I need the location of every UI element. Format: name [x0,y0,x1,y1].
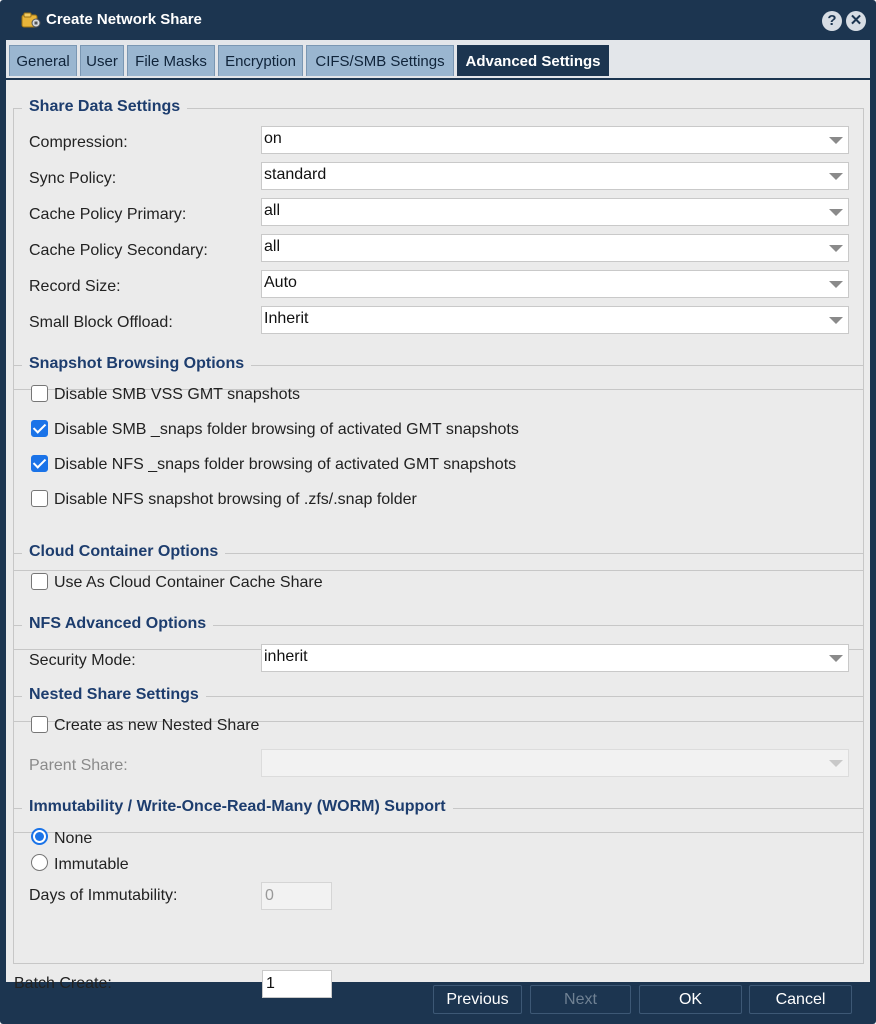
sync-policy-value: standard [264,166,327,183]
network-share-icon [21,11,41,29]
parent-share-select[interactable] [261,749,849,777]
nfs-advanced-legend: NFS Advanced Options [22,615,213,633]
next-button[interactable]: Next [530,985,631,1014]
parent-share-label: Parent Share: [29,757,128,774]
chevron-down-icon[interactable] [829,655,843,662]
disable-smb-vss-checkbox[interactable] [31,385,48,402]
dialog-footer [0,982,876,1024]
tab-general[interactable]: General [9,45,77,76]
security-mode-select[interactable] [261,644,849,672]
batch-create-input[interactable]: 1 [262,970,332,998]
advanced-settings-panel [6,80,870,992]
cloud-cache-share-checkbox[interactable] [31,573,48,590]
close-icon[interactable]: ✕ [846,11,866,31]
share-data-settings-legend: Share Data Settings [22,98,187,116]
cache-policy-secondary-label: Cache Policy Secondary: [29,242,208,259]
worm-immutable-label[interactable]: Immutable [54,856,129,873]
worm-none-radio[interactable] [31,828,48,845]
record-size-select[interactable] [261,270,849,298]
disable-nfs-zfs-label[interactable]: Disable NFS snapshot browsing of .zfs/.snap folder [54,491,417,508]
tab-user[interactable]: User [80,45,124,76]
chevron-down-icon[interactable] [829,173,843,180]
help-icon[interactable]: ? [822,11,842,31]
ok-button[interactable]: OK [639,985,742,1014]
security-mode-label: Security Mode: [29,652,136,669]
cloud-cache-share-label[interactable]: Use As Cloud Container Cache Share [54,574,323,591]
worm-immutable-radio[interactable] [31,854,48,871]
disable-smb-snaps-checkbox[interactable] [31,420,48,437]
disable-smb-snaps-label[interactable]: Disable SMB _snaps folder browsing of activated GMT snapshots [54,421,519,438]
sync-policy-select[interactable] [261,162,849,190]
chevron-down-icon[interactable] [829,281,843,288]
compression-label: Compression: [29,134,128,151]
cache-policy-primary-value: all [264,202,281,219]
batch-create-label: Batch Create: [14,975,112,992]
cache-policy-secondary-value: all [264,238,281,255]
cache-policy-primary-label: Cache Policy Primary: [29,206,187,223]
small-block-offload-value: Inherit [264,310,309,327]
sync-policy-label: Sync Policy: [29,170,117,187]
previous-button[interactable]: Previous [433,985,522,1014]
record-size-value: Auto [264,274,297,291]
disable-smb-vss-label[interactable]: Disable SMB VSS GMT snapshots [54,386,301,403]
disable-nfs-zfs-checkbox[interactable] [31,490,48,507]
title-bar[interactable] [0,0,876,40]
tab-file-masks[interactable]: File Masks [127,45,215,76]
security-mode-value: inherit [264,648,308,665]
create-nested-share-checkbox[interactable] [31,716,48,733]
worm-support-legend: Immutability / Write-Once-Read-Many (WORM) Support [22,798,453,816]
nested-share-legend: Nested Share Settings [22,686,206,704]
tab-encryption[interactable]: Encryption [218,45,303,76]
dialog-body [6,40,870,992]
small-block-offload-label: Small Block Offload: [29,314,173,331]
cancel-button[interactable]: Cancel [749,985,852,1014]
tab-cifs-smb-settings[interactable]: CIFS/SMB Settings [306,45,454,76]
snapshot-browsing-legend: Snapshot Browsing Options [22,355,251,373]
chevron-down-icon[interactable] [829,209,843,216]
chevron-down-icon[interactable] [829,137,843,144]
dialog-title: Create Network Share [46,11,202,28]
days-of-immutability-input[interactable]: 0 [261,882,332,910]
compression-select[interactable] [261,126,849,154]
create-nested-share-label[interactable]: Create as new Nested Share [54,717,260,734]
small-block-offload-select[interactable] [261,306,849,334]
worm-none-label[interactable]: None [54,830,93,847]
worm-support-group [13,798,864,964]
chevron-down-icon[interactable] [829,760,843,767]
compression-value: on [264,130,282,147]
tab-strip [6,40,870,80]
cloud-container-legend: Cloud Container Options [22,543,225,561]
disable-nfs-snaps-checkbox[interactable] [31,455,48,472]
chevron-down-icon[interactable] [829,317,843,324]
chevron-down-icon[interactable] [829,245,843,252]
share-data-settings-group [13,98,864,390]
disable-nfs-snaps-label[interactable]: Disable NFS _snaps folder browsing of activated GMT snapshots [54,456,517,473]
days-of-immutability-label: Days of Immutability: [29,887,178,904]
cache-policy-primary-select[interactable] [261,198,849,226]
tab-advanced-settings[interactable]: Advanced Settings [457,45,609,76]
cache-policy-secondary-select[interactable] [261,234,849,262]
snapshot-browsing-group [13,355,864,571]
record-size-label: Record Size: [29,278,121,295]
